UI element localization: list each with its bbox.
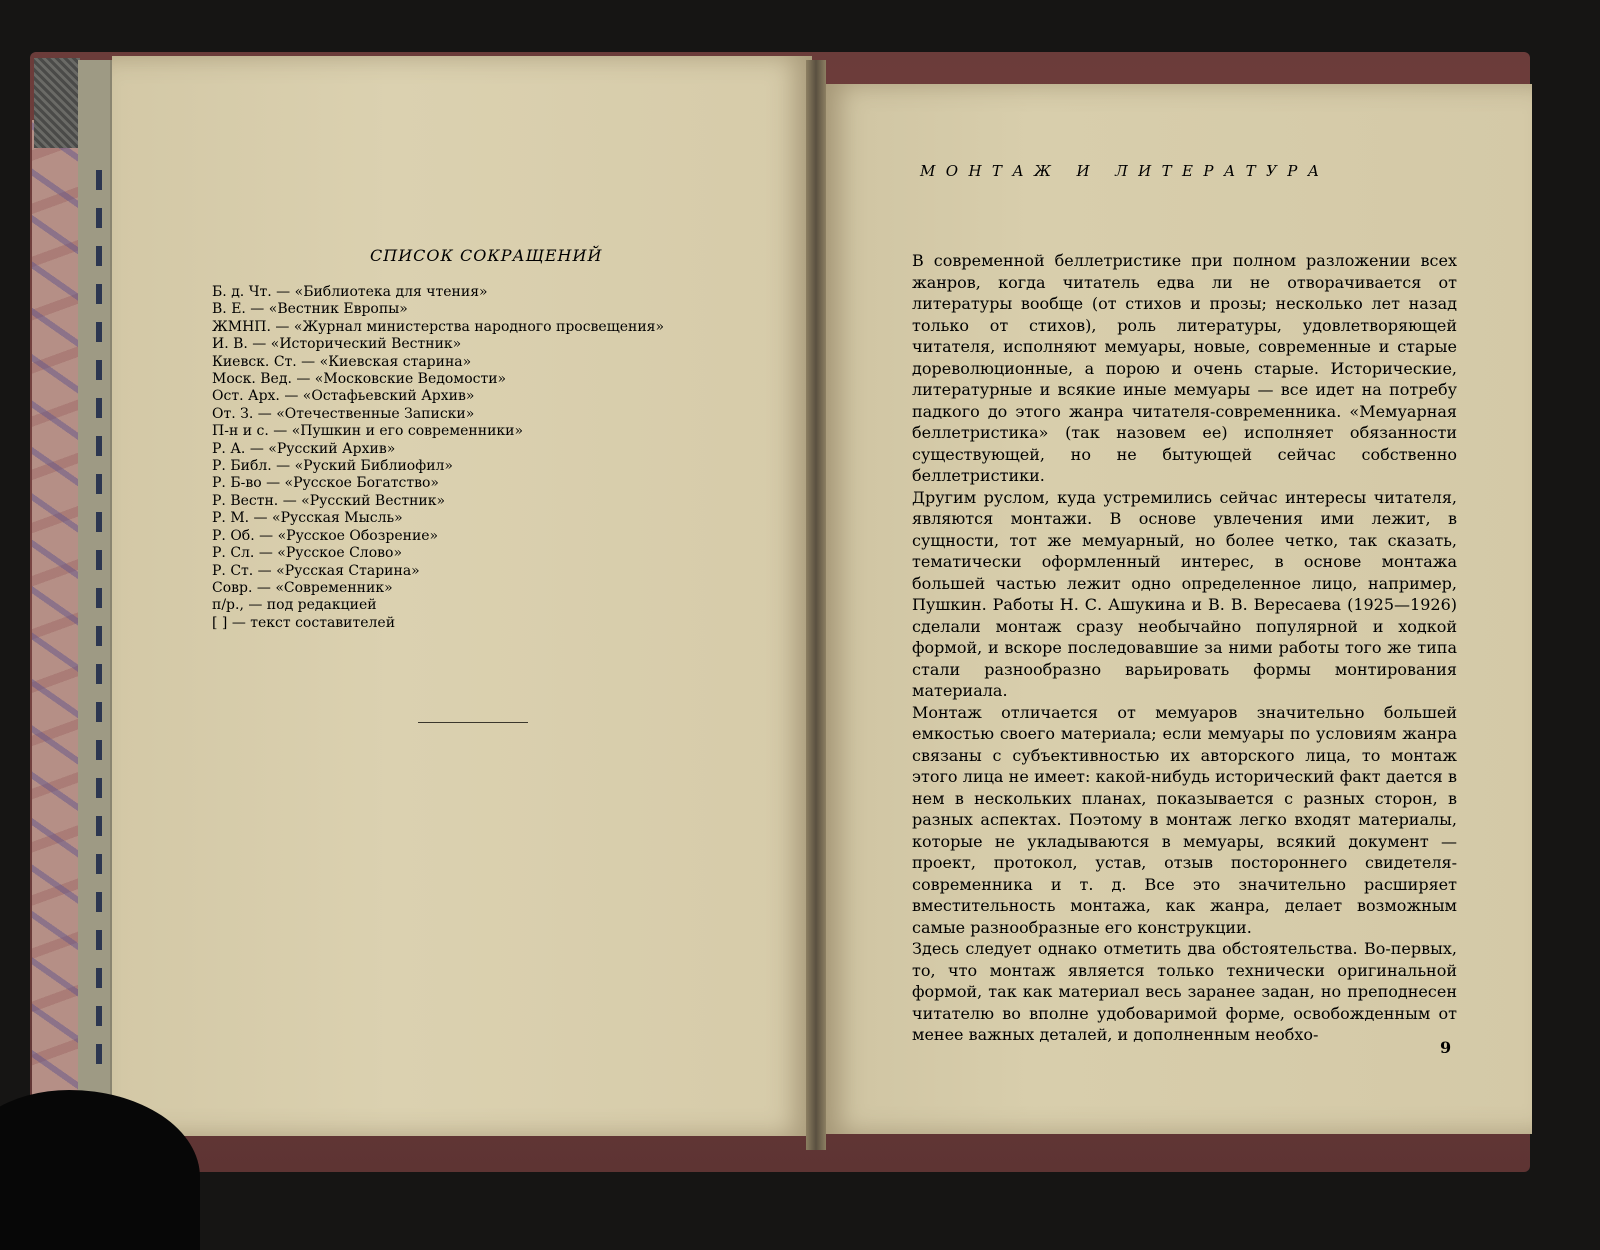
abbreviation-item: Моск. Вед. — «Московские Ведомости» bbox=[212, 371, 507, 388]
stitch-mark bbox=[96, 436, 102, 456]
abbreviation-item: Ост. Арх. — «Остафьевский Архив» bbox=[212, 388, 475, 405]
binding-strip bbox=[78, 60, 112, 1100]
book-gutter bbox=[806, 60, 826, 1150]
stitch-mark bbox=[96, 474, 102, 494]
abbreviation-item: В. Е. — «Вестник Европы» bbox=[212, 301, 408, 318]
abbreviation-item: Р. Вестн. — «Русский Вестник» bbox=[212, 492, 446, 509]
abbreviations-title: СПИСОК СОКРАЩЕНИЙ bbox=[370, 246, 603, 265]
page-end-rule bbox=[418, 722, 528, 723]
abbreviation-item: Р. А. — «Русский Архив» bbox=[212, 440, 396, 457]
stitch-mark bbox=[96, 360, 102, 380]
stitch-mark bbox=[96, 892, 102, 912]
abbreviation-item: Б. д. Чт. — «Библиотека для чтения» bbox=[212, 284, 488, 300]
paragraph: В современной беллетристике при полном разложении всех жанров, когда читатель едва ли не отворачивается от литературы вообще (от стихов и прозы; несколько лет назад только от стихов), роль литературы, удовлетворяющей читателя, исполняют мемуары, новые, современные и старые дореволюционные, а порою и очень старые. Исторические, литературные и всякие иные мемуары — все идет на потребу падкого до этого жанра читателя-современника. «Мемуарная беллетристика» (так назовем ее) исполняет обязанности существующей, но не бытующей сейчас собственно беллетристики. bbox=[912, 251, 1457, 485]
abbreviation-item: Р. Библ. — «Руский Библиофил» bbox=[212, 458, 453, 475]
abbreviation-item: ЖМНП. — «Журнал министерства народного просвещения» bbox=[212, 318, 665, 335]
page-number: 9 bbox=[1440, 1038, 1452, 1057]
abbreviation-item: Р. Об. — «Русское Обозрение» bbox=[212, 527, 439, 544]
stitch-mark bbox=[96, 1044, 102, 1064]
abbreviation-item: Р. М. — «Русская Мысль» bbox=[212, 510, 403, 527]
stitch-mark bbox=[96, 664, 102, 684]
stitch-mark bbox=[96, 246, 102, 266]
paragraph: Другим руслом, куда устремились сейчас интересы читателя, являются монтажи. В основе увлечения ими лежит, в сущности, тот же мемуарный, но более четко, так сказать, тематически оформленный интерес, в основе монтажа большей частью лежит одно определенное лицо, например, Пушкин. Работы Н. С. Ашукина и В. В. Вересаева (1925—1926) сделали монтаж сразу необычайно популярной и ходкой формой, и вскоре последовавшие за ними работы того же типа стали разнообразно варьировать формы монтирования материала. bbox=[912, 487, 1457, 700]
stitch-mark bbox=[96, 512, 102, 532]
running-head: МОНТАЖ И ЛИТЕРАТУРА bbox=[920, 162, 1330, 180]
abbreviation-item: От. З. — «Отечественные Записки» bbox=[212, 405, 475, 422]
abbreviation-item: Совр. — «Современник» bbox=[212, 579, 393, 596]
stitch-mark bbox=[96, 702, 102, 722]
spine-cloth bbox=[34, 58, 80, 148]
stitch-mark bbox=[96, 550, 102, 570]
stitch-mark bbox=[96, 626, 102, 646]
stitch-mark bbox=[96, 284, 102, 304]
abbreviation-item: Киевск. Ст. — «Киевская старина» bbox=[212, 353, 472, 370]
stitch-mark bbox=[96, 398, 102, 418]
abbreviation-item: И. В. — «Исторический Вестник» bbox=[212, 336, 462, 353]
body-text bbox=[912, 250, 1457, 1046]
abbreviation-item: Р. Б-во — «Русское Богатство» bbox=[212, 475, 439, 492]
abbreviation-item: [ ] — текст составителей bbox=[212, 614, 396, 631]
abbreviation-item: П-н и с. — «Пушкин и его современники» bbox=[212, 423, 524, 440]
abbreviation-item: Р. Ст. — «Русская Старина» bbox=[212, 562, 420, 579]
stitch-mark bbox=[96, 816, 102, 836]
stitch-mark bbox=[96, 588, 102, 608]
stitch-mark bbox=[96, 740, 102, 760]
stitch-mark bbox=[96, 854, 102, 874]
stitch-mark bbox=[96, 778, 102, 798]
stitch-mark bbox=[96, 930, 102, 950]
abbreviation-item: Р. Сл. — «Русское Слово» bbox=[212, 545, 403, 562]
stitch-mark bbox=[96, 322, 102, 342]
stitch-mark bbox=[96, 170, 102, 190]
stitch-mark bbox=[96, 208, 102, 228]
stitch-mark bbox=[96, 1006, 102, 1026]
paragraph: Здесь следует однако отметить два обстоятельства. Во-первых, то, что монтаж является только технически оригинальной формой, так как материал весь заранее задан, но преподнесен читателю во вполне удобоваримой форме, освобожденным от менее важных деталей, и дополненным необхо- bbox=[912, 939, 1457, 1044]
stitch-mark bbox=[96, 968, 102, 988]
abbreviation-item: п/р., — под редакцией bbox=[212, 597, 377, 614]
abbreviations-list bbox=[212, 284, 664, 632]
paragraph: Монтаж отличается от мемуаров значительно большей емкостью своего материала; если мемуары по условиям жанра связаны с субъективностью их авторского лица, то монтаж этого лица не имеет: какой-нибудь исторический факт дается в нем в нескольких планах, показывается с разных сторон, в разных аспектах. Поэтому в монтаж легко входят материалы, которые не укладываются в мемуары, всякий документ — проект, протокол, устав, отзыв постороннего свидетеля-современника и т. д. Все это значительно расширяет вместительность монтажа, как жанра, делает возможным самые разнообразные его конструкции. bbox=[912, 702, 1457, 937]
